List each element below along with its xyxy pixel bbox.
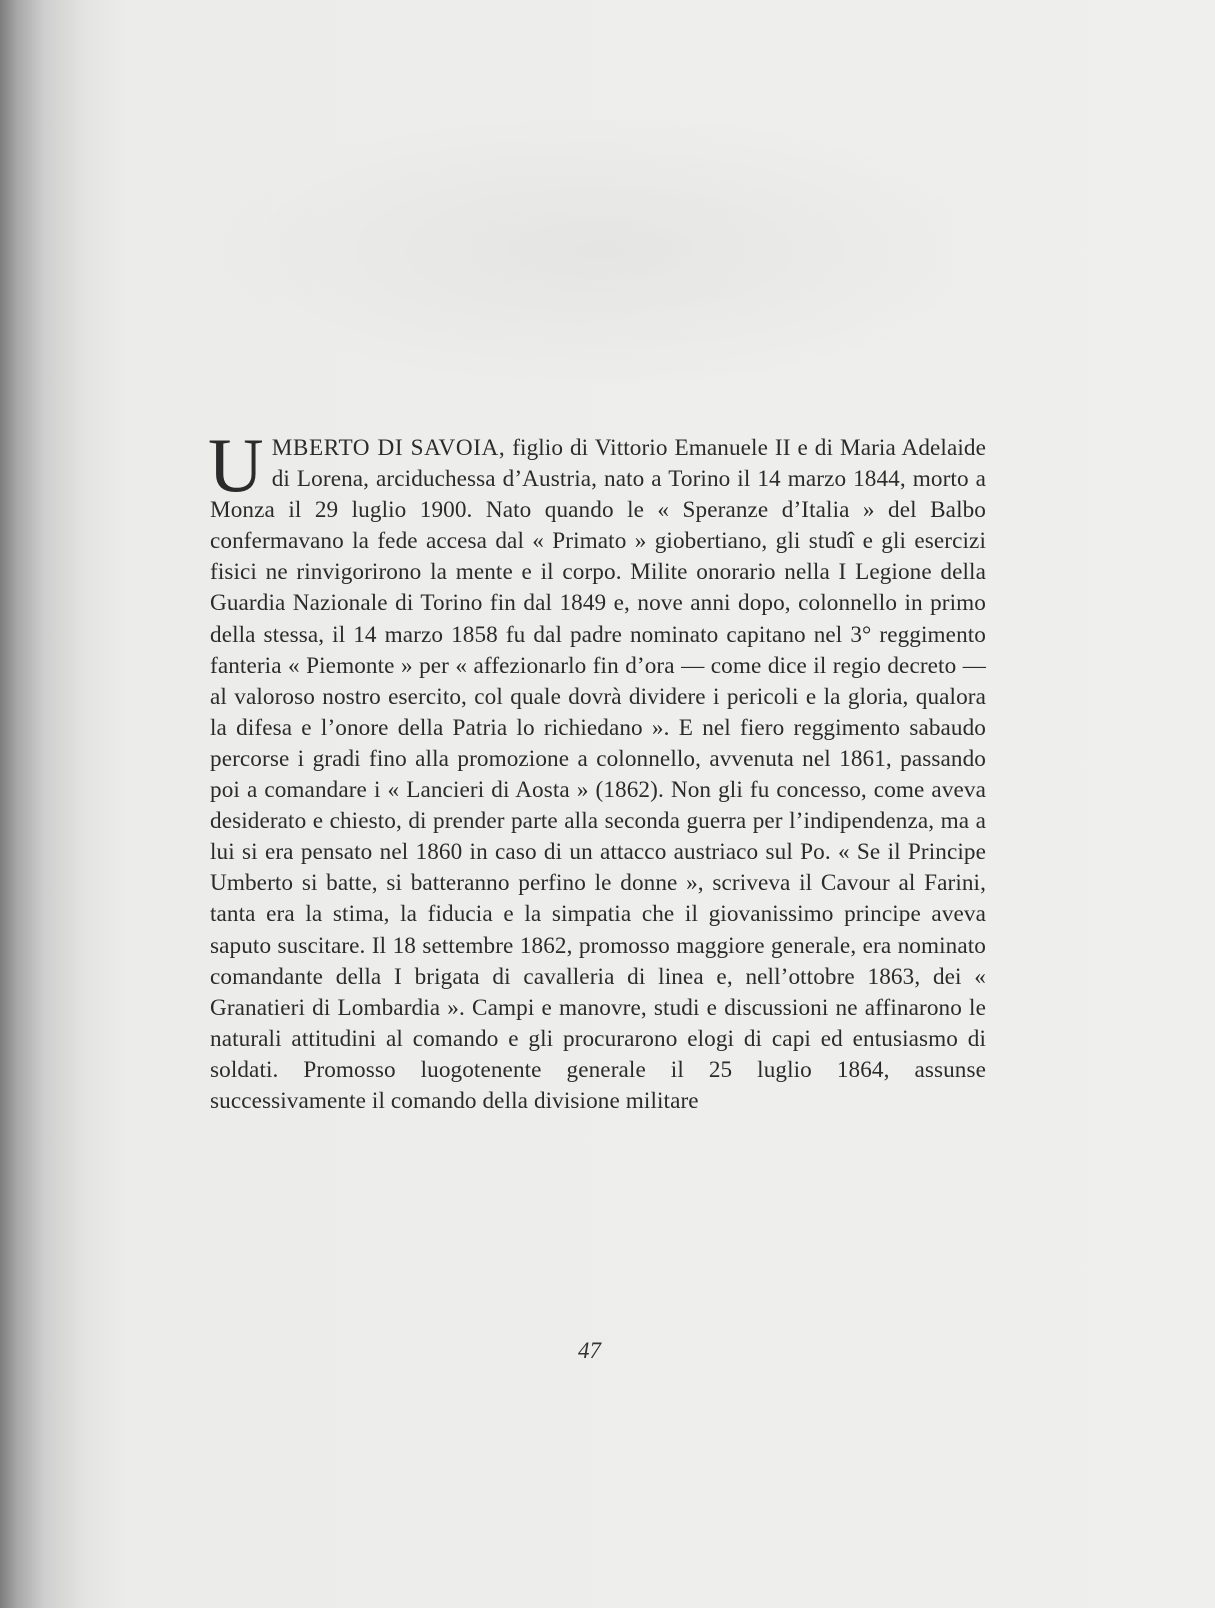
show-through-shading <box>0 0 1215 420</box>
opening-words: MBERTO DI SAVOIA, <box>271 435 506 461</box>
drop-cap: U <box>208 422 264 508</box>
page-number: 47 <box>578 1338 601 1363</box>
paragraph-body: figlio di Vittorio Emanuele II e di Maria Adelaide di Lorena, arciduchessa d’Austria, nato a Torino il 14 marzo 1844, morto a Monza il 29 luglio 1900. Nato quando le « Speranze d’Italia » del Balbo confermavano la fede accesa dal « Primato » giobertiano, gli studî e gli esercizi fisici ne rinvigorirono la mente e il corpo. Milite onorario nella I Legione della Guardia Nazionale di Torino fin dal 1849 e, nove anni dopo, colonnello in primo della stessa, il 14 marzo 1858 fu dal padre nominato capitano nel 3° reggimento fanteria « Piemonte » per « affezionarlo fin d’ora — come dice il regio decreto — al valoroso nostro esercito, col quale dovrà dividere i pericoli e la gloria, qualora la difesa e l’onore della Patria lo richiedano ». E nel fiero reggimento sabaudo percorse i gradi fino alla promozione a colonnello, avvenuta nel 1861, passando poi a comandare i « Lancieri di Aosta » (1862). Non gli fu concesso, come aveva desiderato e chiesto, di prender parte alla seconda guerra per l’indipendenza, ma a lui si era pensato nel 1860 in caso di un attacco austriaco sul Po. « Se il Principe Umberto si batte, si batteranno perfino le donne », scriveva il Cavour al Farini, tanta era la stima, la fiducia e la simpatia che il giovanissimo principe aveva saputo suscitare. Il 18 settembre 1862, promosso maggiore generale, era nominato comandante della I brigata di cavalleria di linea e, nell’ottobre 1863, dei « Granatieri di Lombardia ». Campi e manovre, studi e discussioni ne affinarono le naturali attitudini al comando e gli procurarono elogi di capi ed entusiasmo di soldati. Promosso luogotenente generale il 25 luglio 1864, assunse successivamente il comando della divisione militare <box>210 435 986 1114</box>
biography-paragraph <box>208 422 986 1117</box>
biography-text <box>208 422 986 1117</box>
